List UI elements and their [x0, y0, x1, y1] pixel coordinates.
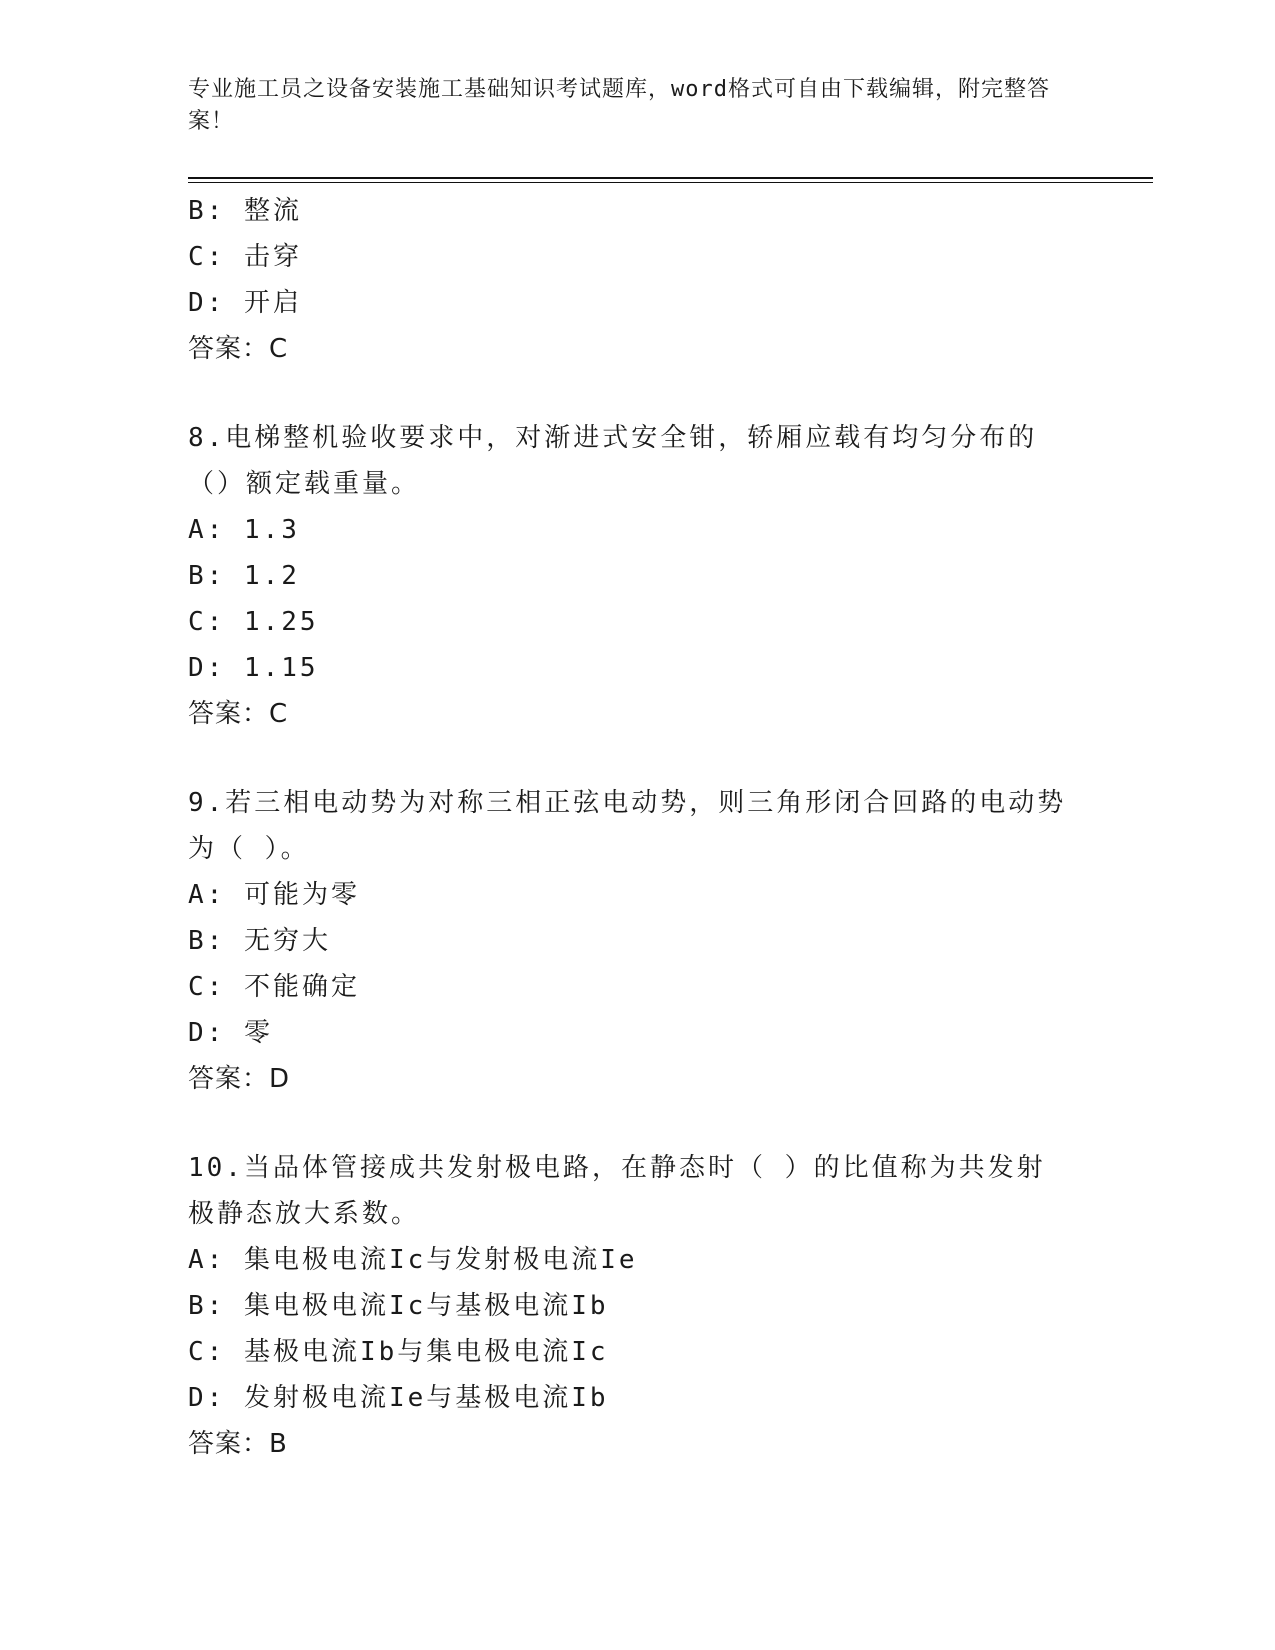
- answer-line: 答案：C: [188, 334, 289, 364]
- option-d: D: 开启: [188, 288, 302, 318]
- question-list: [188, 188, 1068, 1467]
- option-b: B: 集电极电流Ic与基极电流Ib: [188, 1291, 609, 1321]
- page-header: 专业施工员之设备安装施工基础知识考试题库，word格式可自由下载编辑，附完整答案！: [188, 77, 1050, 134]
- option-a: A: 1.3: [188, 515, 300, 545]
- question-block-8: [188, 415, 1068, 737]
- question-block-7: [188, 188, 1068, 372]
- option-c: C: 1.25: [188, 607, 319, 637]
- option-d: D: 发射极电流Ie与基极电流Ib: [188, 1383, 609, 1413]
- header-rule-thin: [188, 182, 1153, 183]
- answer-line: 答案：B: [188, 1429, 288, 1459]
- option-b: B: 整流: [188, 196, 302, 226]
- option-a: A: 集电极电流Ic与发射极电流Ie: [188, 1245, 638, 1275]
- answer-line: 答案：C: [188, 699, 289, 729]
- option-d: D: 1.15: [188, 653, 319, 683]
- answer-line: 答案：D: [188, 1064, 291, 1094]
- question-block-9: [188, 780, 1068, 1102]
- option-c: C: 击穿: [188, 242, 302, 272]
- option-c: C: 不能确定: [188, 972, 360, 1002]
- question-stem: 8.电梯整机验收要求中，对渐进式安全钳，轿厢应载有均匀分布的（）额定载重量。: [188, 423, 1038, 499]
- question-stem: 10.当品体管接成共发射极电路，在静态时（ ）的比值称为共发射极静态放大系数。: [188, 1153, 1046, 1229]
- option-a: A: 可能为零: [188, 880, 360, 910]
- option-c: C: 基极电流Ib与集电极电流Ic: [188, 1337, 609, 1367]
- option-b: B: 1.2: [188, 561, 300, 591]
- option-b: B: 无穷大: [188, 926, 331, 956]
- header-rule-thick: [188, 177, 1153, 179]
- question-block-10: [188, 1145, 1068, 1467]
- option-d: D: 零: [188, 1018, 273, 1048]
- question-stem: 9.若三相电动势为对称三相正弦电动势，则三角形闭合回路的电动势为（ ）。: [188, 788, 1067, 864]
